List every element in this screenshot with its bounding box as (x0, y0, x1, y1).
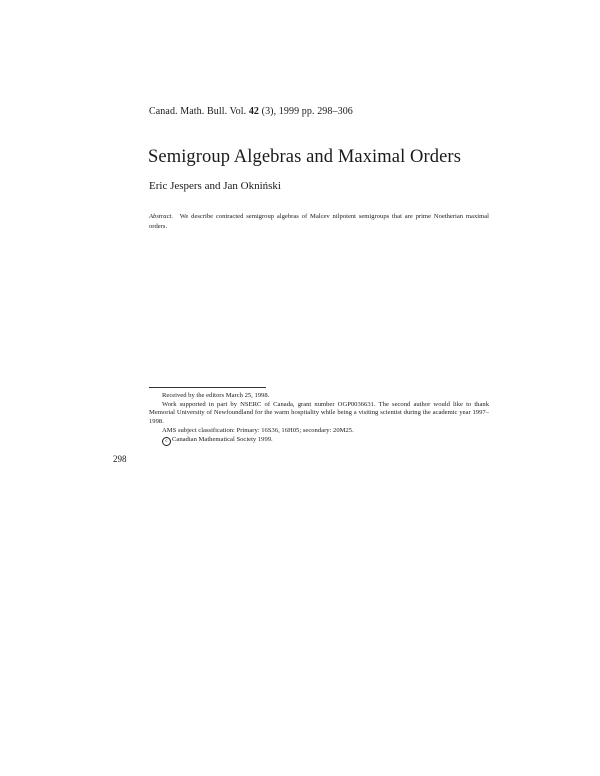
abstract (149, 212, 489, 232)
footnote-received: Received by the editors March 25, 1998. (162, 392, 270, 399)
journal-suffix: (3), 1999 pp. 298–306 (261, 106, 353, 117)
footnote-divider (149, 387, 266, 388)
copyright-text: Canadian Mathematical Society 1999. (172, 435, 273, 443)
copyright-icon: c (162, 437, 171, 446)
paper-title: Semigroup Algebras and Maximal Orders (148, 147, 461, 167)
paper-authors: Eric Jespers and Jan Okniński (149, 180, 281, 192)
abstract-label: Abstract. (149, 213, 173, 220)
footnote-support: Work supported in part by NSERC of Canada, grant number OGP0036631. The second author would like to thank Memorial University of Newfoundland for the warm hospitality while being a visiting scientist during the academic year 1997–1998. (149, 400, 489, 426)
abstract-text: We describe contracted semigroup algebras of Malcev nilpotent semigroups that are prime Noetherian maximal orders. (149, 213, 489, 230)
journal-reference (149, 106, 353, 117)
page-number: 298 (113, 454, 127, 464)
journal-prefix: Canad. Math. Bull. Vol. (149, 106, 247, 117)
footnote-ams-classification: AMS subject classification: Primary: 16S36, 16H05; secondary: 20M25. (162, 426, 354, 434)
footnotes (149, 392, 489, 446)
journal-volume: 42 (248, 106, 260, 117)
footnote-copyright (149, 436, 489, 446)
